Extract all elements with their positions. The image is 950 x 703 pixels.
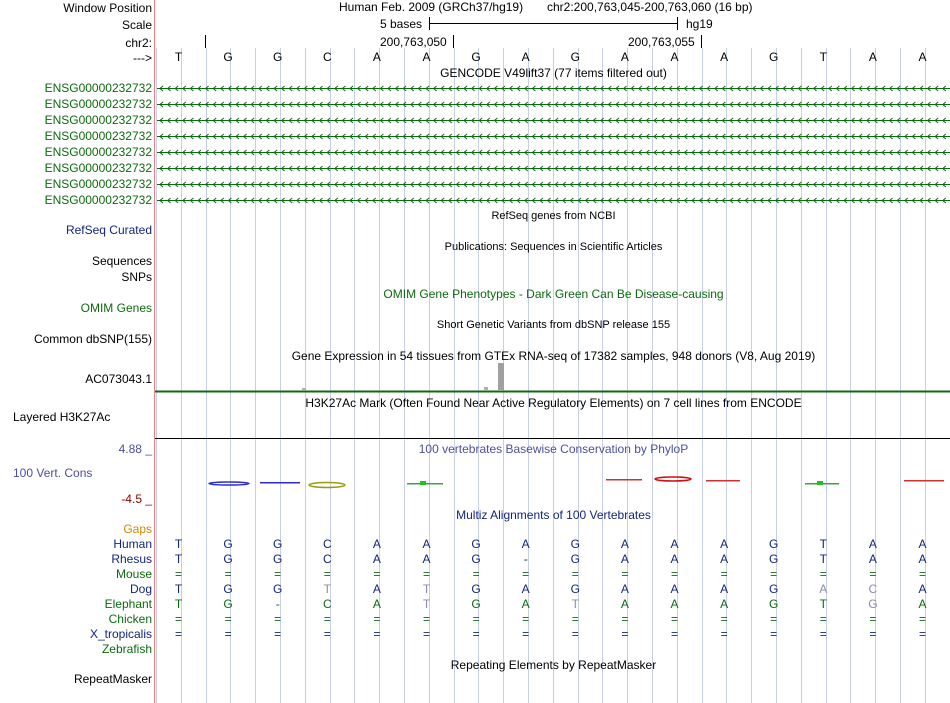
multiz-base: G — [223, 582, 233, 596]
base-letter: G — [223, 50, 233, 64]
multiz-base: = — [621, 612, 629, 626]
multiz-base: = — [571, 612, 579, 626]
assembly-name: Human Feb. 2009 (GRCh37/hg19) — [339, 0, 524, 14]
multiz-base: = — [918, 612, 926, 626]
multiz-base: G — [769, 582, 779, 596]
multiz-base: = — [918, 627, 926, 641]
multiz-base: T — [819, 552, 827, 566]
multiz-base: A — [521, 537, 530, 551]
phylop-mark — [260, 482, 300, 484]
repeatmasker-track-label[interactable]: RepeatMasker — [73, 672, 152, 686]
multiz-base: G — [769, 537, 779, 551]
gencode-gene-label[interactable]: ENSG00000232732 — [44, 113, 152, 127]
multiz-base: = — [472, 567, 480, 581]
multiz-base: = — [770, 612, 778, 626]
multiz-base: = — [770, 567, 778, 581]
dbsnp-track-title[interactable]: Short Genetic Variants from dbSNP release 155 — [436, 319, 671, 331]
multiz-base: A — [670, 582, 679, 596]
multiz-base: G — [273, 537, 283, 551]
conservation-track-label[interactable]: 100 Vert. Cons — [13, 466, 93, 480]
multiz-base: = — [472, 627, 480, 641]
multiz-base: A — [521, 597, 530, 611]
multiz-base: A — [918, 597, 927, 611]
multiz-base: = — [770, 627, 778, 641]
multiz-base: = — [522, 567, 530, 581]
multiz-base: = — [720, 567, 728, 581]
multiz-base: G — [471, 537, 481, 551]
multiz-base: = — [869, 567, 877, 581]
multiz-base: = — [869, 627, 877, 641]
strand-label: ---> — [133, 51, 152, 65]
base-letter: T — [174, 50, 183, 64]
base-letter: C — [322, 50, 332, 64]
multiz-base: A — [521, 582, 530, 596]
multiz-base: A — [372, 552, 381, 566]
multiz-base: = — [422, 612, 430, 626]
multiz-base: A — [422, 537, 431, 551]
multiz-base: = — [274, 567, 282, 581]
multiz-base: = — [522, 627, 530, 641]
multiz-base: = — [670, 627, 678, 641]
base-letter: A — [670, 50, 679, 64]
gtex-track-title[interactable]: Gene Expression in 54 tissues from GTEx RNA-seq of 17382 samples, 948 donors (V8, Aug 2019) — [291, 349, 816, 363]
multiz-base: = — [869, 612, 877, 626]
multiz-base: = — [224, 567, 232, 581]
multiz-base: G — [273, 552, 283, 566]
scale-text: 5 bases — [380, 17, 423, 31]
gencode-gene-label[interactable]: ENSG00000232732 — [44, 161, 152, 175]
multiz-base: T — [174, 537, 183, 551]
multiz-base: T — [174, 597, 183, 611]
snps-track-label[interactable]: SNPs — [121, 270, 152, 284]
multiz-base: G — [471, 552, 481, 566]
gtex-bar-small[interactable] — [484, 387, 488, 390]
multiz-species-label[interactable]: Human — [113, 537, 152, 551]
multiz-species-label[interactable]: Mouse — [115, 567, 152, 581]
repeatmasker-track-title[interactable]: Repeating Elements by RepeatMasker — [450, 658, 657, 672]
base-letter: A — [422, 50, 431, 64]
gencode-gene-label[interactable]: ENSG00000232732 — [44, 81, 152, 95]
multiz-base: = — [323, 627, 331, 641]
gaps-label[interactable]: Gaps — [123, 522, 152, 536]
multiz-base: = — [472, 612, 480, 626]
multiz-base: = — [174, 612, 182, 626]
multiz-base: T — [323, 582, 331, 596]
multiz-base: A — [620, 582, 629, 596]
scale-db: hg19 — [686, 17, 713, 31]
dbsnp-track-label[interactable]: Common dbSNP(155) — [33, 332, 152, 346]
refseq-track-label[interactable]: RefSeq Curated — [65, 223, 152, 237]
chrom-label: chr2: — [125, 36, 152, 50]
multiz-track-title[interactable]: Multiz Alignments of 100 Vertebrates — [456, 508, 651, 522]
multiz-base: T — [174, 552, 183, 566]
gencode-gene-label[interactable]: ENSG00000232732 — [44, 145, 152, 159]
multiz-species-label[interactable]: Elephant — [104, 597, 152, 611]
h3k27ac-track-label[interactable]: Layered H3K27Ac — [13, 410, 111, 424]
multiz-base: = — [819, 567, 827, 581]
gencode-gene-label[interactable]: ENSG00000232732 — [44, 97, 152, 111]
phylop-mark — [309, 483, 345, 488]
multiz-base: = — [373, 612, 381, 626]
multiz-base: A — [819, 582, 828, 596]
position-readout: chr2:200,763,045-200,763,060 (16 bp) — [547, 0, 753, 14]
multiz-base: A — [918, 537, 927, 551]
base-letter: T — [819, 50, 827, 64]
multiz-base: T — [422, 597, 431, 611]
multiz-base: = — [323, 567, 331, 581]
omim-track-label[interactable]: OMIM Genes — [80, 301, 152, 315]
multiz-base: = — [274, 627, 282, 641]
multiz-species-label[interactable]: Dog — [129, 582, 152, 596]
multiz-base: A — [422, 552, 431, 566]
multiz-base: A — [620, 552, 629, 566]
multiz-base: T — [819, 537, 827, 551]
multiz-base: A — [372, 597, 381, 611]
base-letter: A — [620, 50, 629, 64]
multiz-base: = — [522, 612, 530, 626]
multiz-base: A — [720, 597, 729, 611]
conservation-axis-max: 4.88 _ — [118, 442, 152, 456]
multiz-base: C — [322, 552, 332, 566]
multiz-base: A — [620, 597, 629, 611]
multiz-base: C — [322, 597, 332, 611]
multiz-base: G — [471, 597, 481, 611]
multiz-base: = — [918, 567, 926, 581]
multiz-base: = — [621, 567, 629, 581]
multiz-base: = — [373, 567, 381, 581]
base-letter: A — [372, 50, 381, 64]
multiz-base: = — [720, 612, 728, 626]
base-letter: A — [521, 50, 530, 64]
conservation-axis-min: -4.5 _ — [121, 492, 152, 506]
refseq-track-title[interactable]: RefSeq genes from NCBI — [491, 210, 616, 222]
base-letter: G — [471, 50, 481, 64]
multiz-base: = — [422, 627, 430, 641]
base-letter: A — [868, 50, 877, 64]
multiz-base: G — [868, 597, 878, 611]
base-letter: G — [273, 50, 283, 64]
multiz-base: G — [471, 582, 481, 596]
gencode-gene-label[interactable]: ENSG00000232732 — [44, 129, 152, 143]
multiz-base: G — [570, 582, 580, 596]
multiz-base: A — [720, 537, 729, 551]
multiz-base: G — [570, 537, 580, 551]
multiz-base: T — [571, 597, 579, 611]
base-letter: A — [918, 50, 927, 64]
multiz-base: = — [670, 567, 678, 581]
multiz-base: G — [223, 537, 233, 551]
publications-track-label[interactable]: Sequences — [91, 254, 152, 268]
multiz-species-label[interactable]: X_tropicalis — [89, 627, 152, 641]
phylop-mark — [904, 480, 944, 482]
multiz-base: A — [670, 537, 679, 551]
multiz-base: = — [174, 627, 182, 641]
multiz-species-label[interactable]: Rhesus — [111, 552, 152, 566]
gencode-gene-label[interactable]: ENSG00000232732 — [44, 177, 152, 191]
multiz-base: A — [720, 552, 729, 566]
conservation-track-title[interactable]: 100 vertebrates Basewise Conservation by PhyloP — [418, 442, 689, 456]
multiz-base: = — [571, 627, 579, 641]
gencode-track-title[interactable]: GENCODE V49lift37 (77 items filtered out) — [440, 66, 667, 80]
phylop-mark — [706, 480, 740, 482]
multiz-base: = — [224, 612, 232, 626]
multiz-base: = — [819, 612, 827, 626]
multiz-base: G — [769, 597, 779, 611]
gtex-bar-small[interactable] — [302, 388, 306, 390]
multiz-base: C — [868, 582, 878, 596]
base-letter: G — [769, 50, 779, 64]
multiz-base: = — [323, 612, 331, 626]
gtex-bar[interactable] — [498, 363, 504, 390]
phylop-mark — [420, 481, 426, 485]
phylop-mark — [655, 477, 691, 481]
multiz-base: A — [868, 537, 877, 551]
gtex-gene-label[interactable]: AC073043.1 — [85, 372, 152, 386]
multiz-base: G — [223, 552, 233, 566]
multiz-base: = — [373, 627, 381, 641]
multiz-base: = — [174, 567, 182, 581]
multiz-base: = — [571, 567, 579, 581]
multiz-base: A — [372, 537, 381, 551]
gencode-gene-label[interactable]: ENSG00000232732 — [44, 193, 152, 207]
base-letter: G — [570, 50, 580, 64]
multiz-base: A — [670, 597, 679, 611]
multiz-base: - — [523, 552, 528, 566]
phylop-mark — [209, 482, 249, 485]
multiz-base: = — [621, 627, 629, 641]
multiz-base: G — [570, 552, 580, 566]
multiz-base: A — [918, 552, 927, 566]
window-position-label: Window Position — [63, 1, 152, 15]
multiz-base: A — [918, 582, 927, 596]
ruler-tick-label-1: 200,763,050 — [380, 35, 447, 49]
multiz-base: G — [223, 597, 233, 611]
multiz-base: = — [224, 627, 232, 641]
multiz-base: T — [819, 597, 827, 611]
multiz-species-label[interactable]: Chicken — [108, 612, 152, 626]
multiz-base: A — [372, 582, 381, 596]
multiz-base: C — [322, 537, 332, 551]
base-letter: A — [720, 50, 729, 64]
publications-track-title[interactable]: Publications: Sequences in Scientific Articles — [444, 241, 663, 253]
phylop-mark — [817, 481, 823, 485]
multiz-base: = — [720, 627, 728, 641]
omim-track-title[interactable]: OMIM Gene Phenotypes - Dark Green Can Be Disease-causing — [383, 287, 724, 301]
h3k27ac-track-title[interactable]: H3K27Ac Mark (Often Found Near Active Regulatory Elements) on 7 cell lines from ENCODE — [305, 396, 802, 410]
multiz-base: A — [670, 552, 679, 566]
multiz-base: = — [819, 627, 827, 641]
ruler-tick-label-2: 200,763,055 — [628, 35, 695, 49]
multiz-species-label[interactable]: Zebrafish — [101, 642, 152, 656]
multiz-base: = — [422, 567, 430, 581]
phylop-mark — [606, 479, 642, 481]
multiz-base: = — [670, 612, 678, 626]
multiz-base: - — [275, 597, 280, 611]
multiz-base: T — [422, 582, 431, 596]
multiz-base: G — [273, 582, 283, 596]
multiz-base: A — [868, 552, 877, 566]
multiz-base: G — [769, 552, 779, 566]
multiz-base: A — [720, 582, 729, 596]
scale-label: Scale — [121, 18, 152, 32]
multiz-base: = — [274, 612, 282, 626]
multiz-base: T — [174, 582, 183, 596]
multiz-base: A — [620, 537, 629, 551]
